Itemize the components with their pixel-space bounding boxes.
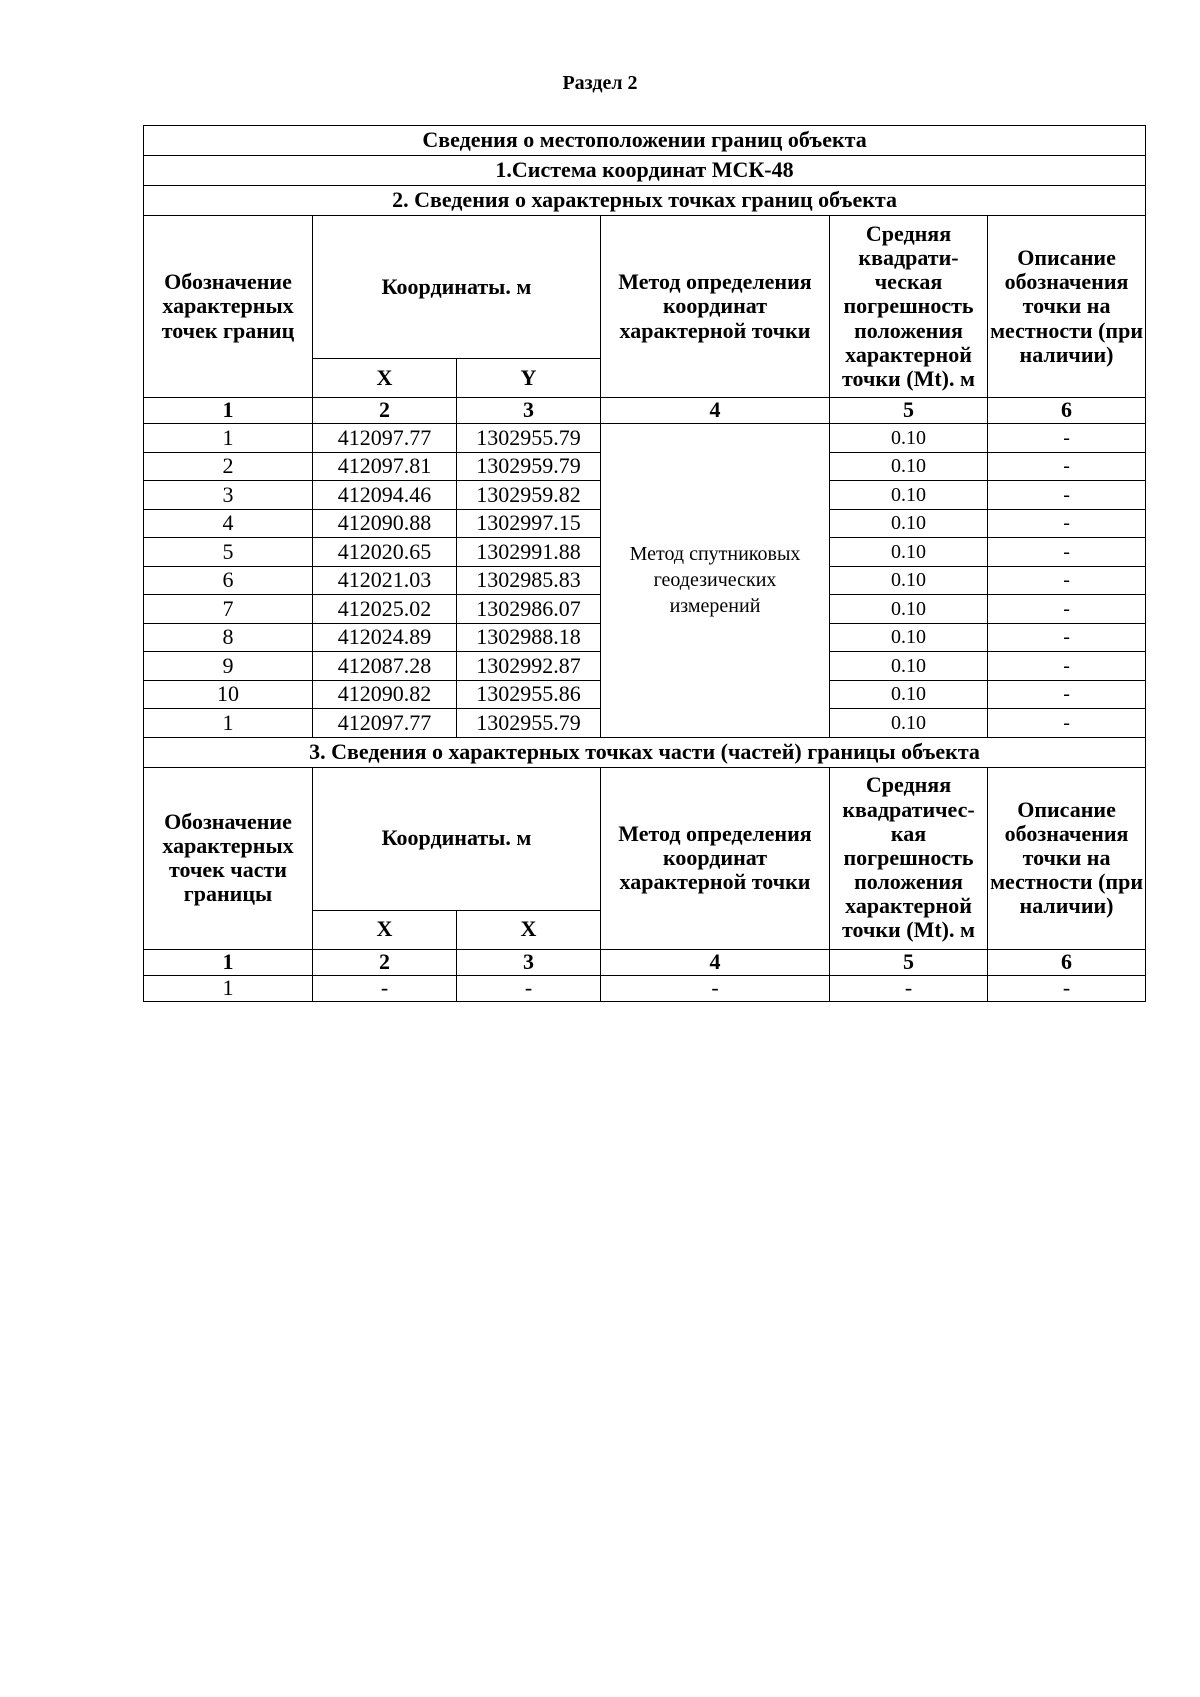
header-y: X [457, 910, 601, 949]
error-value: 0.10 [830, 481, 988, 510]
error-value: 0.10 [830, 680, 988, 709]
column-number: 5 [830, 398, 988, 424]
header-error: Средняя квадрати-ческая погрешность положения характерной точки (Mt). м [830, 216, 988, 398]
section3-header-row [144, 767, 1146, 910]
header-method: Метод определения координат характерной точки [601, 216, 830, 398]
header-x: X [313, 910, 457, 949]
header-point-designation: Обозначение характерных точек части границы [144, 767, 313, 949]
point-number: 5 [144, 538, 313, 567]
coordinate-system-row [144, 156, 1146, 186]
column-number: 3 [457, 949, 601, 975]
column-number: 2 [313, 949, 457, 975]
section3-title: 3. Сведения о характерных точках части (частей) границы объекта [144, 737, 1146, 767]
coord-x: 412094.46 [313, 481, 457, 510]
table-caption-row [144, 126, 1146, 156]
section-title: Раздел 2 [562, 72, 638, 94]
section3-column-numbers [144, 949, 1146, 975]
section2-title-row [144, 186, 1146, 216]
coord-x: - [313, 975, 457, 1001]
column-number: 4 [601, 398, 830, 424]
section2-header-row [144, 216, 1146, 359]
header-x: X [313, 359, 457, 398]
column-number: 4 [601, 949, 830, 975]
coord-x: 412097.77 [313, 424, 457, 453]
coord-x: 412020.65 [313, 538, 457, 567]
table-caption: Сведения о местоположении границ объекта [144, 126, 1146, 156]
section2-title: 2. Сведения о характерных точках границ объекта [144, 186, 1146, 216]
method-value: Метод спутниковых геодезических измерений [601, 424, 830, 738]
column-number: 1 [144, 949, 313, 975]
coord-y: - [457, 975, 601, 1001]
error-value: 0.10 [830, 709, 988, 738]
point-number: 6 [144, 566, 313, 595]
description-value: - [988, 623, 1146, 652]
coord-y: 1302959.82 [457, 481, 601, 510]
coord-y: 1302992.87 [457, 652, 601, 681]
coord-y: 1302991.88 [457, 538, 601, 567]
description-value: - [988, 452, 1146, 481]
coord-x: 412097.81 [313, 452, 457, 481]
error-value: 0.10 [830, 623, 988, 652]
coord-x: 412021.03 [313, 566, 457, 595]
error-value: 0.10 [830, 424, 988, 453]
coord-x: 412090.82 [313, 680, 457, 709]
description-value: - [988, 652, 1146, 681]
coord-y: 1302959.79 [457, 452, 601, 481]
coord-x: 412025.02 [313, 595, 457, 624]
coord-y: 1302997.15 [457, 509, 601, 538]
coord-x: 412097.77 [313, 709, 457, 738]
description-value: - [988, 509, 1146, 538]
description-value: - [988, 975, 1146, 1001]
coord-x: 412087.28 [313, 652, 457, 681]
header-error: Средняя квадратичес-кая погрешность положения характерной точки (Mt). м [830, 767, 988, 949]
point-number: 1 [144, 424, 313, 453]
table-row [144, 975, 1146, 1001]
error-value: 0.10 [830, 566, 988, 595]
column-number: 1 [144, 398, 313, 424]
section2-column-numbers [144, 398, 1146, 424]
coord-y: 1302955.79 [457, 424, 601, 453]
error-value: 0.10 [830, 595, 988, 624]
point-number: 3 [144, 481, 313, 510]
coord-y: 1302986.07 [457, 595, 601, 624]
error-value: 0.10 [830, 509, 988, 538]
column-number: 5 [830, 949, 988, 975]
coord-x: 412024.89 [313, 623, 457, 652]
boundary-table [143, 125, 1146, 1002]
coord-x: 412090.88 [313, 509, 457, 538]
error-value: 0.10 [830, 452, 988, 481]
column-number: 6 [988, 398, 1146, 424]
header-description: Описание обозначения точки на местности (при наличии) [988, 216, 1146, 398]
description-value: - [988, 481, 1146, 510]
error-value: 0.10 [830, 652, 988, 681]
point-number: 8 [144, 623, 313, 652]
point-number: 4 [144, 509, 313, 538]
point-number: 1 [144, 975, 313, 1001]
header-coordinates: Координаты. м [313, 767, 601, 910]
point-number: 9 [144, 652, 313, 681]
description-value: - [988, 680, 1146, 709]
header-y: Y [457, 359, 601, 398]
point-number: 10 [144, 680, 313, 709]
point-number: 7 [144, 595, 313, 624]
header-point-designation: Обозначение характерных точек границ [144, 216, 313, 398]
section3-title-row [144, 737, 1146, 767]
column-number: 6 [988, 949, 1146, 975]
point-number: 2 [144, 452, 313, 481]
coord-y: 1302988.18 [457, 623, 601, 652]
column-number: 2 [313, 398, 457, 424]
table-row [144, 424, 1146, 453]
column-number: 3 [457, 398, 601, 424]
header-description: Описание обозначения точки на местности (при наличии) [988, 767, 1146, 949]
error-value: 0.10 [830, 538, 988, 567]
description-value: - [988, 566, 1146, 595]
coord-y: 1302955.86 [457, 680, 601, 709]
coordinate-system: 1.Система координат МСК-48 [144, 156, 1146, 186]
description-value: - [988, 595, 1146, 624]
description-value: - [988, 709, 1146, 738]
description-value: - [988, 424, 1146, 453]
coord-y: 1302985.83 [457, 566, 601, 595]
header-method: Метод определения координат характерной точки [601, 767, 830, 949]
description-value: - [988, 538, 1146, 567]
coord-y: 1302955.79 [457, 709, 601, 738]
error-value: - [830, 975, 988, 1001]
method-cell: - [601, 975, 830, 1001]
header-coordinates: Координаты. м [313, 216, 601, 359]
point-number: 1 [144, 709, 313, 738]
